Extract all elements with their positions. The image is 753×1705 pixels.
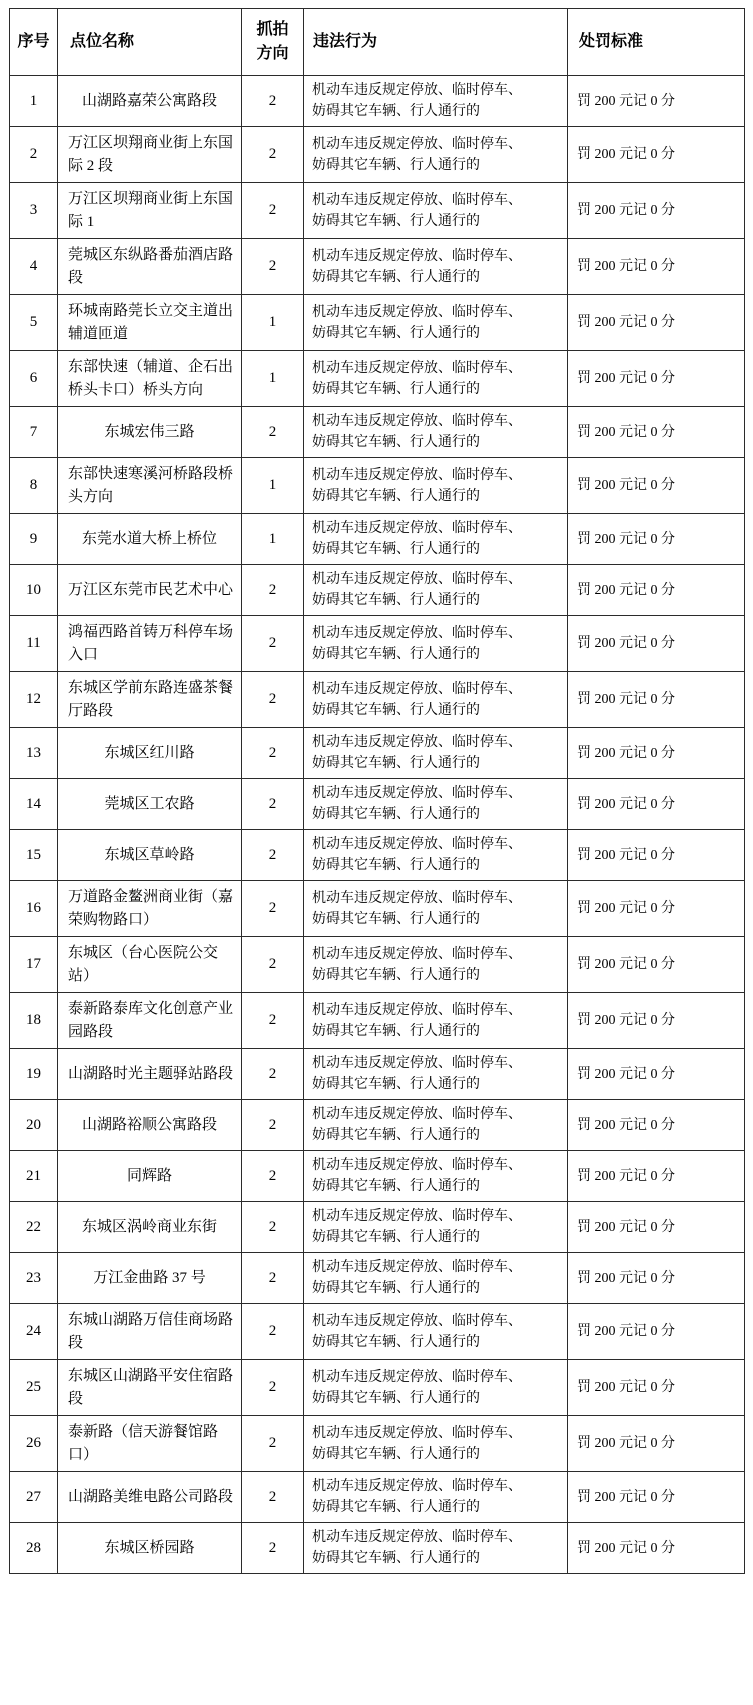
cell-index: 28 [10, 1523, 58, 1574]
cell-index: 24 [10, 1304, 58, 1360]
cell-location-name: 万道路金鳌洲商业街（嘉荣购物路口） [58, 881, 242, 937]
cell-index: 21 [10, 1151, 58, 1202]
column-header-direction [242, 9, 304, 76]
violation-line-2: 妨碍其它车辆、行人通行的 [312, 1551, 480, 1566]
violation-line-2: 妨碍其它车辆、行人通行的 [312, 756, 480, 771]
cell-location-name: 东城山湖路万信佳商场路段 [58, 1304, 242, 1360]
table-row [10, 672, 745, 728]
cell-violation-description [304, 514, 568, 565]
table-row [10, 76, 745, 127]
violation-location-table [9, 8, 745, 1574]
cell-penalty-standard: 罚 200 元记 0 分 [568, 514, 745, 565]
table-row [10, 1523, 745, 1574]
cell-index: 16 [10, 881, 58, 937]
violation-line-1: 机动车违反规定停放、临时停车、 [312, 1158, 522, 1173]
violation-line-2: 妨碍其它车辆、行人通行的 [312, 646, 480, 662]
violation-line-2: 妨碍其它车辆、行人通行的 [312, 1023, 480, 1039]
violation-line-1: 机动车违反规定停放、临时停车、 [312, 1107, 522, 1122]
violation-line-2: 妨碍其它车辆、行人通行的 [312, 1500, 480, 1515]
table-row [10, 1202, 745, 1253]
cell-penalty-standard: 罚 200 元记 0 分 [568, 127, 745, 183]
violation-line-1: 机动车违反规定停放、临时停车、 [312, 521, 522, 536]
cell-location-name: 东部快速寒溪河桥路段桥头方向 [58, 458, 242, 514]
cell-violation-description [304, 127, 568, 183]
violation-line-1: 机动车违反规定停放、临时停车、 [312, 1260, 522, 1275]
cell-penalty-standard: 罚 200 元记 0 分 [568, 76, 745, 127]
cell-penalty-standard: 罚 200 元记 0 分 [568, 1100, 745, 1151]
table-row [10, 565, 745, 616]
cell-index: 14 [10, 779, 58, 830]
cell-index: 3 [10, 183, 58, 239]
cell-penalty-standard: 罚 200 元记 0 分 [568, 616, 745, 672]
cell-location-name: 东莞水道大桥上桥位 [58, 514, 242, 565]
cell-location-name: 东城区红川路 [58, 728, 242, 779]
cell-capture-direction: 2 [242, 76, 304, 127]
cell-index: 7 [10, 407, 58, 458]
violation-line-1: 机动车违反规定停放、临时停车、 [312, 946, 522, 962]
cell-capture-direction: 2 [242, 881, 304, 937]
column-header-direction-line2: 方向 [256, 45, 289, 62]
cell-penalty-standard: 罚 200 元记 0 分 [568, 1523, 745, 1574]
violation-line-1: 机动车违反规定停放、临时停车、 [312, 786, 522, 801]
cell-capture-direction: 1 [242, 458, 304, 514]
violation-line-1: 机动车违反规定停放、临时停车、 [312, 192, 522, 208]
cell-penalty-standard: 罚 200 元记 0 分 [568, 993, 745, 1049]
table-row [10, 183, 745, 239]
cell-penalty-standard: 罚 200 元记 0 分 [568, 881, 745, 937]
cell-location-name: 泰新路（信天游餐馆路口） [58, 1416, 242, 1472]
cell-capture-direction: 2 [242, 127, 304, 183]
violation-line-1: 机动车违反规定停放、临时停车、 [312, 248, 522, 264]
table-row [10, 127, 745, 183]
violation-line-1: 机动车违反规定停放、临时停车、 [312, 360, 522, 376]
cell-violation-description [304, 616, 568, 672]
cell-capture-direction: 2 [242, 1360, 304, 1416]
cell-location-name: 东城区涡岭商业东街 [58, 1202, 242, 1253]
table-row [10, 616, 745, 672]
cell-location-name: 山湖路裕顺公寓路段 [58, 1100, 242, 1151]
table-row [10, 1100, 745, 1151]
violation-line-1: 机动车违反规定停放、临时停车、 [312, 681, 522, 697]
violation-line-1: 机动车违反规定停放、临时停车、 [312, 1530, 522, 1545]
cell-violation-description [304, 672, 568, 728]
cell-penalty-standard: 罚 200 元记 0 分 [568, 672, 745, 728]
cell-capture-direction: 2 [242, 616, 304, 672]
cell-index: 18 [10, 993, 58, 1049]
cell-location-name: 泰新路泰库文化创意产业园路段 [58, 993, 242, 1049]
cell-penalty-standard: 罚 200 元记 0 分 [568, 830, 745, 881]
cell-index: 8 [10, 458, 58, 514]
violation-line-1: 机动车违反规定停放、临时停车、 [312, 572, 522, 587]
cell-location-name: 同辉路 [58, 1151, 242, 1202]
table-row [10, 728, 745, 779]
violation-line-2: 妨碍其它车辆、行人通行的 [312, 381, 480, 397]
cell-capture-direction: 2 [242, 728, 304, 779]
column-header-direction-line1: 抓拍 [256, 21, 289, 38]
cell-location-name: 莞城区工农路 [58, 779, 242, 830]
cell-penalty-standard: 罚 200 元记 0 分 [568, 458, 745, 514]
table-row [10, 1472, 745, 1523]
table-row [10, 407, 745, 458]
cell-penalty-standard: 罚 200 元记 0 分 [568, 239, 745, 295]
cell-violation-description [304, 1202, 568, 1253]
violation-line-1: 机动车违反规定停放、临时停车、 [312, 1313, 522, 1329]
cell-penalty-standard: 罚 200 元记 0 分 [568, 565, 745, 616]
cell-penalty-standard: 罚 200 元记 0 分 [568, 779, 745, 830]
violation-line-2: 妨碍其它车辆、行人通行的 [312, 702, 480, 718]
violation-line-1: 机动车违反规定停放、临时停车、 [312, 837, 522, 852]
cell-violation-description [304, 1253, 568, 1304]
cell-penalty-standard: 罚 200 元记 0 分 [568, 1360, 745, 1416]
cell-violation-description [304, 937, 568, 993]
violation-line-1: 机动车违反规定停放、临时停车、 [312, 136, 522, 152]
cell-index: 2 [10, 127, 58, 183]
cell-violation-description [304, 1304, 568, 1360]
table-row [10, 351, 745, 407]
violation-line-1: 机动车违反规定停放、临时停车、 [312, 1209, 522, 1224]
table-row [10, 514, 745, 565]
cell-penalty-standard: 罚 200 元记 0 分 [568, 351, 745, 407]
table-header [10, 9, 745, 76]
cell-violation-description [304, 295, 568, 351]
cell-location-name: 东城区草岭路 [58, 830, 242, 881]
column-header-location: 点位名称 [58, 9, 242, 76]
violation-line-2: 妨碍其它车辆、行人通行的 [312, 435, 480, 450]
cell-index: 5 [10, 295, 58, 351]
column-header-index: 序号 [10, 9, 58, 76]
cell-violation-description [304, 1416, 568, 1472]
cell-index: 1 [10, 76, 58, 127]
cell-penalty-standard: 罚 200 元记 0 分 [568, 407, 745, 458]
cell-location-name: 万江区东莞市民艺术中心 [58, 565, 242, 616]
cell-index: 19 [10, 1049, 58, 1100]
violation-line-1: 机动车违反规定停放、临时停车、 [312, 1056, 522, 1071]
cell-index: 15 [10, 830, 58, 881]
violation-line-1: 机动车违反规定停放、临时停车、 [312, 1479, 522, 1494]
cell-violation-description [304, 565, 568, 616]
cell-violation-description [304, 458, 568, 514]
cell-location-name: 万江区坝翔商业街上东国际 2 段 [58, 127, 242, 183]
cell-location-name: 万江区坝翔商业街上东国际 1 [58, 183, 242, 239]
cell-capture-direction: 2 [242, 1151, 304, 1202]
cell-penalty-standard: 罚 200 元记 0 分 [568, 1416, 745, 1472]
cell-location-name: 东城区学前东路连盛茶餐厅路段 [58, 672, 242, 728]
cell-capture-direction: 2 [242, 1100, 304, 1151]
cell-capture-direction: 2 [242, 1049, 304, 1100]
cell-violation-description [304, 993, 568, 1049]
cell-penalty-standard: 罚 200 元记 0 分 [568, 1472, 745, 1523]
cell-capture-direction: 1 [242, 514, 304, 565]
cell-capture-direction: 2 [242, 779, 304, 830]
cell-location-name: 东部快速（辅道、企石出桥头卡口）桥头方向 [58, 351, 242, 407]
cell-violation-description [304, 76, 568, 127]
cell-penalty-standard: 罚 200 元记 0 分 [568, 1304, 745, 1360]
cell-location-name: 鸿福西路首铸万科停车场入口 [58, 616, 242, 672]
violation-line-2: 妨碍其它车辆、行人通行的 [312, 1077, 480, 1092]
table-row [10, 993, 745, 1049]
cell-index: 25 [10, 1360, 58, 1416]
cell-capture-direction: 2 [242, 1416, 304, 1472]
cell-capture-direction: 2 [242, 239, 304, 295]
table-row [10, 1049, 745, 1100]
cell-capture-direction: 2 [242, 565, 304, 616]
violation-line-2: 妨碍其它车辆、行人通行的 [312, 1334, 480, 1350]
cell-index: 6 [10, 351, 58, 407]
cell-penalty-standard: 罚 200 元记 0 分 [568, 1253, 745, 1304]
cell-index: 12 [10, 672, 58, 728]
cell-violation-description [304, 881, 568, 937]
cell-location-name: 万江金曲路 37 号 [58, 1253, 242, 1304]
table-row [10, 295, 745, 351]
violation-line-2: 妨碍其它车辆、行人通行的 [312, 1390, 480, 1406]
cell-location-name: 山湖路美维电路公司路段 [58, 1472, 242, 1523]
cell-capture-direction: 2 [242, 1304, 304, 1360]
cell-penalty-standard: 罚 200 元记 0 分 [568, 728, 745, 779]
table-row [10, 1304, 745, 1360]
cell-capture-direction: 2 [242, 993, 304, 1049]
cell-penalty-standard: 罚 200 元记 0 分 [568, 295, 745, 351]
cell-index: 11 [10, 616, 58, 672]
table-body [10, 76, 745, 1574]
table-row [10, 458, 745, 514]
violation-line-1: 机动车违反规定停放、临时停车、 [312, 304, 522, 320]
cell-violation-description [304, 1360, 568, 1416]
cell-capture-direction: 2 [242, 407, 304, 458]
cell-violation-description [304, 1472, 568, 1523]
cell-index: 4 [10, 239, 58, 295]
cell-location-name: 环城南路莞长立交主道出辅道匝道 [58, 295, 242, 351]
violation-line-2: 妨碍其它车辆、行人通行的 [312, 967, 480, 983]
cell-location-name: 莞城区东纵路番茄酒店路段 [58, 239, 242, 295]
cell-index: 9 [10, 514, 58, 565]
cell-index: 10 [10, 565, 58, 616]
violation-line-2: 妨碍其它车辆、行人通行的 [312, 542, 480, 557]
table-row [10, 1151, 745, 1202]
violation-line-2: 妨碍其它车辆、行人通行的 [312, 858, 480, 873]
table-row [10, 1416, 745, 1472]
violation-line-2: 妨碍其它车辆、行人通行的 [312, 1281, 480, 1296]
violation-line-1: 机动车违反规定停放、临时停车、 [312, 625, 522, 641]
table-row [10, 239, 745, 295]
violation-line-2: 妨碍其它车辆、行人通行的 [312, 1230, 480, 1245]
violation-line-1: 机动车违反规定停放、临时停车、 [312, 735, 522, 750]
cell-violation-description [304, 351, 568, 407]
cell-penalty-standard: 罚 200 元记 0 分 [568, 1202, 745, 1253]
cell-index: 17 [10, 937, 58, 993]
violation-line-2: 妨碍其它车辆、行人通行的 [312, 911, 480, 927]
cell-penalty-standard: 罚 200 元记 0 分 [568, 1049, 745, 1100]
table-row [10, 937, 745, 993]
violation-line-2: 妨碍其它车辆、行人通行的 [312, 1179, 480, 1194]
violation-line-1: 机动车违反规定停放、临时停车、 [312, 1002, 522, 1018]
cell-capture-direction: 2 [242, 1523, 304, 1574]
column-header-violation: 违法行为 [304, 9, 568, 76]
table-row [10, 881, 745, 937]
cell-capture-direction: 2 [242, 1202, 304, 1253]
violation-line-2: 妨碍其它车辆、行人通行的 [312, 807, 480, 822]
cell-capture-direction: 2 [242, 183, 304, 239]
cell-location-name: 山湖路时光主题驿站路段 [58, 1049, 242, 1100]
violation-line-1: 机动车违反规定停放、临时停车、 [312, 1369, 522, 1385]
cell-violation-description [304, 830, 568, 881]
cell-location-name: 东城区山湖路平安住宿路段 [58, 1360, 242, 1416]
cell-capture-direction: 2 [242, 937, 304, 993]
cell-capture-direction: 2 [242, 1253, 304, 1304]
violation-line-2: 妨碍其它车辆、行人通行的 [312, 1446, 480, 1462]
cell-penalty-standard: 罚 200 元记 0 分 [568, 1151, 745, 1202]
cell-violation-description [304, 407, 568, 458]
cell-penalty-standard: 罚 200 元记 0 分 [568, 937, 745, 993]
table-header-row [10, 9, 745, 76]
violation-line-2: 妨碍其它车辆、行人通行的 [312, 104, 480, 119]
violation-line-2: 妨碍其它车辆、行人通行的 [312, 488, 480, 504]
violation-line-1: 机动车违反规定停放、临时停车、 [312, 83, 522, 98]
cell-location-name: 东城区桥园路 [58, 1523, 242, 1574]
cell-violation-description [304, 239, 568, 295]
cell-index: 22 [10, 1202, 58, 1253]
violation-line-2: 妨碍其它车辆、行人通行的 [312, 1128, 480, 1143]
cell-violation-description [304, 183, 568, 239]
table-row [10, 779, 745, 830]
cell-index: 26 [10, 1416, 58, 1472]
cell-location-name: 山湖路嘉荣公寓路段 [58, 76, 242, 127]
table-row [10, 1253, 745, 1304]
violation-line-2: 妨碍其它车辆、行人通行的 [312, 593, 480, 608]
cell-index: 27 [10, 1472, 58, 1523]
table-row [10, 830, 745, 881]
cell-capture-direction: 1 [242, 351, 304, 407]
cell-penalty-standard: 罚 200 元记 0 分 [568, 183, 745, 239]
cell-index: 20 [10, 1100, 58, 1151]
cell-violation-description [304, 1100, 568, 1151]
cell-location-name: 东城区（台心医院公交站） [58, 937, 242, 993]
violation-line-2: 妨碍其它车辆、行人通行的 [312, 325, 480, 341]
violation-line-1: 机动车违反规定停放、临时停车、 [312, 890, 522, 906]
cell-index: 23 [10, 1253, 58, 1304]
table-row [10, 1360, 745, 1416]
cell-violation-description [304, 779, 568, 830]
cell-violation-description [304, 1151, 568, 1202]
cell-capture-direction: 2 [242, 1472, 304, 1523]
violation-line-1: 机动车违反规定停放、临时停车、 [312, 414, 522, 429]
violation-line-1: 机动车违反规定停放、临时停车、 [312, 467, 522, 483]
cell-violation-description [304, 1523, 568, 1574]
cell-violation-description [304, 728, 568, 779]
cell-capture-direction: 2 [242, 672, 304, 728]
cell-index: 13 [10, 728, 58, 779]
violation-line-2: 妨碍其它车辆、行人通行的 [312, 157, 480, 173]
cell-location-name: 东城宏伟三路 [58, 407, 242, 458]
cell-capture-direction: 2 [242, 830, 304, 881]
cell-capture-direction: 1 [242, 295, 304, 351]
violation-line-1: 机动车违反规定停放、临时停车、 [312, 1425, 522, 1441]
violation-line-2: 妨碍其它车辆、行人通行的 [312, 213, 480, 229]
violation-line-2: 妨碍其它车辆、行人通行的 [312, 269, 480, 285]
column-header-penalty: 处罚标准 [568, 9, 745, 76]
cell-violation-description [304, 1049, 568, 1100]
